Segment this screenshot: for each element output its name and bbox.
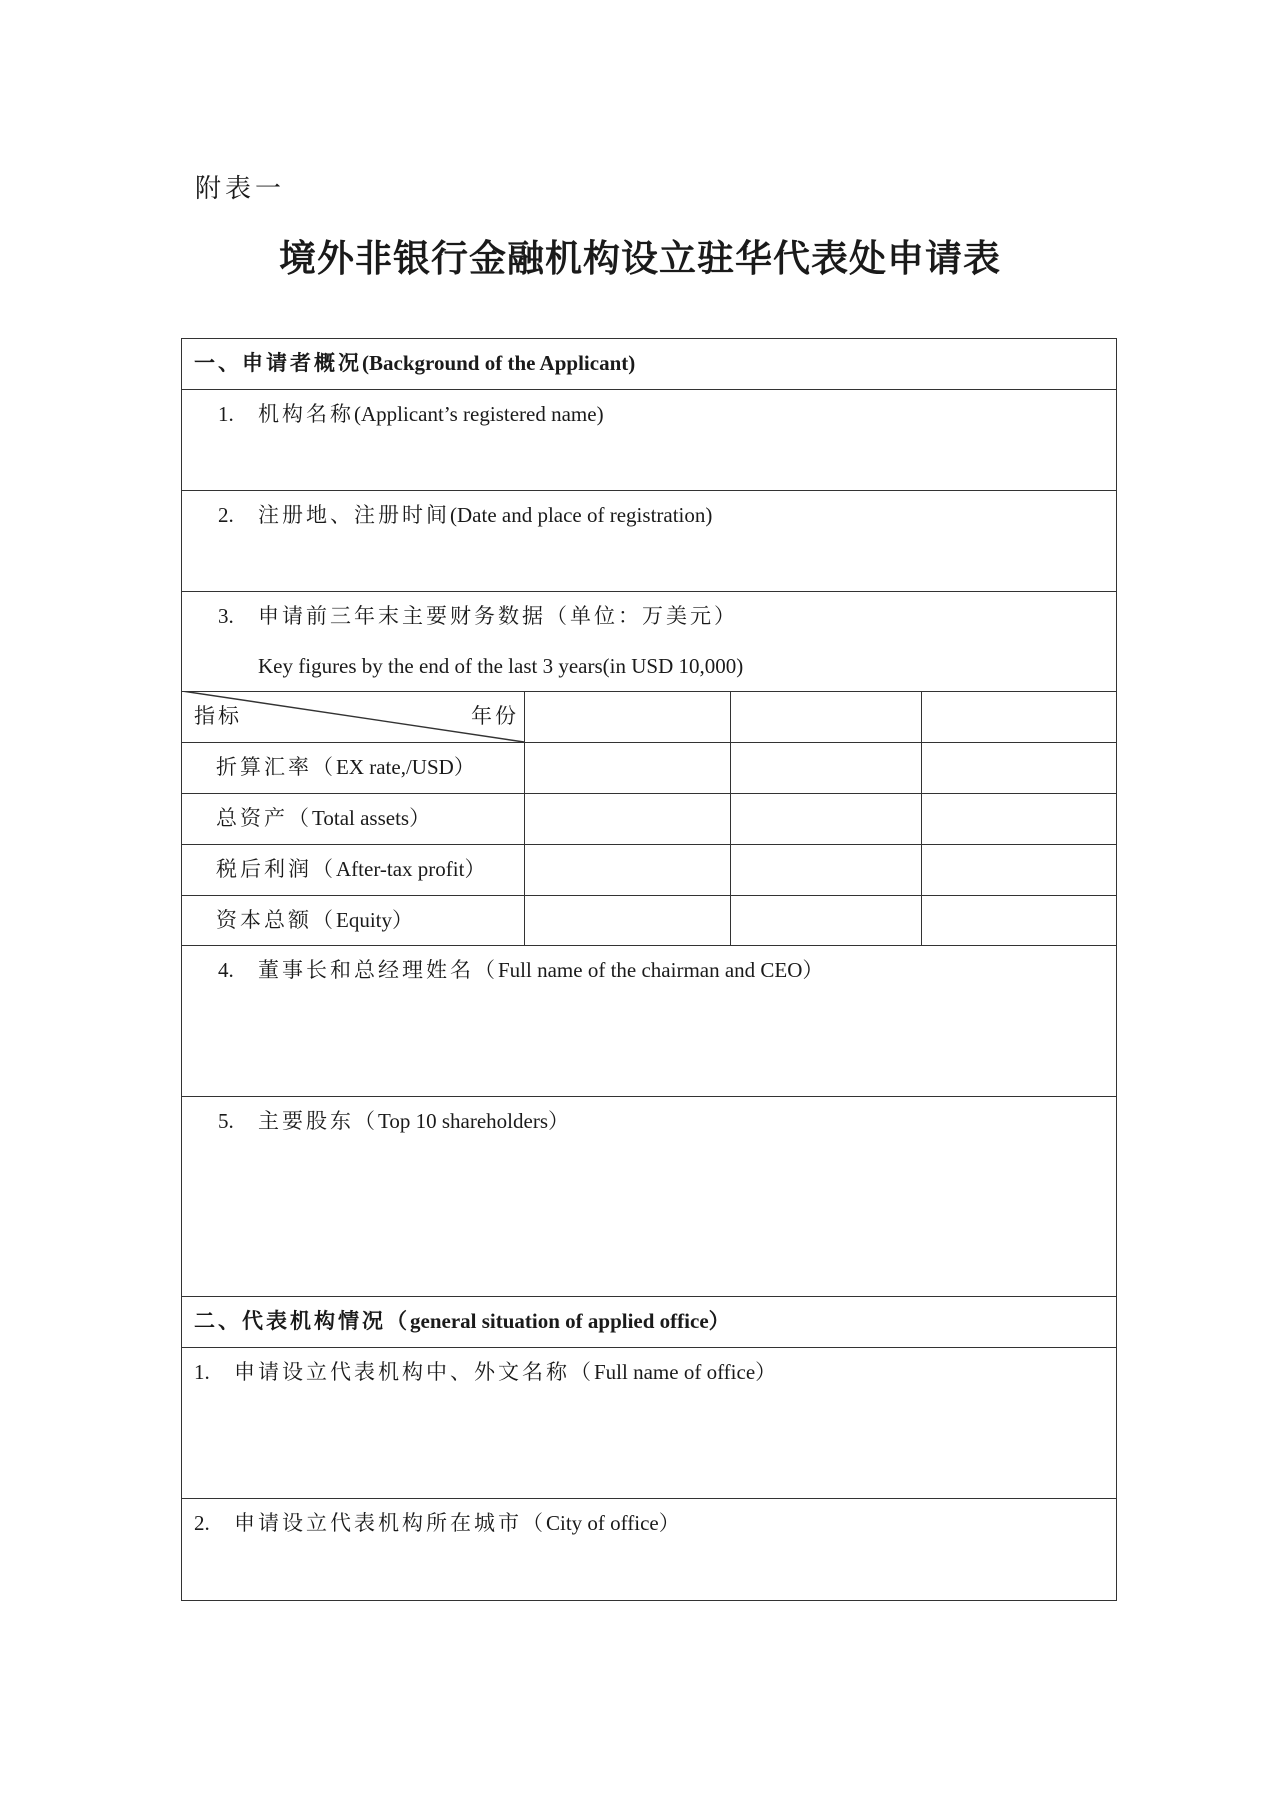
item-label-cn: 机构名称 xyxy=(258,402,354,426)
row-divider xyxy=(182,793,1116,794)
row-after-tax-profit xyxy=(216,859,488,880)
annex-label: 附表一 xyxy=(195,174,286,204)
section1-header-en: (Background of the Applicant) xyxy=(362,351,636,375)
item-number: 1. xyxy=(218,402,234,426)
item-number: 3. xyxy=(218,604,234,628)
item-registration xyxy=(218,505,712,526)
row-divider xyxy=(182,1347,1116,1348)
item-label-cn: 申请设立代表机构中、外文名称（ xyxy=(234,1360,594,1384)
item-office-city xyxy=(194,1513,683,1534)
section1-header xyxy=(194,353,635,374)
item-key-figures-en: Key figures by the end of the last 3 years(in USD 10,000) xyxy=(258,654,744,678)
row-label-en: After-tax profit xyxy=(336,857,465,881)
item-label-cn: 董事长和总经理姓名（ xyxy=(258,958,498,982)
item-label-close: ） xyxy=(658,1511,683,1535)
corner-indicator-label: 指标 xyxy=(194,704,242,728)
item-label-en: Full name of office xyxy=(594,1360,756,1384)
item-chairman-ceo xyxy=(218,960,826,981)
item-label-cn: 申请设立代表机构所在城市（ xyxy=(234,1511,546,1535)
row-divider xyxy=(182,389,1116,390)
row-ex-rate xyxy=(216,757,478,778)
row-label-cn: 税后利润（ xyxy=(216,857,336,881)
row-label-cn: 总资产（ xyxy=(216,806,312,830)
row-divider xyxy=(182,844,1116,845)
row-label-cn: 资本总额（ xyxy=(216,908,336,932)
item-number: 4. xyxy=(218,958,234,982)
item-label-en: City of office xyxy=(546,1511,659,1535)
item-label-close: ） xyxy=(548,1109,572,1133)
row-divider xyxy=(182,1296,1116,1297)
item-shareholders xyxy=(218,1111,572,1132)
section2-header-en: general situation of applied office xyxy=(410,1309,709,1333)
item-number: 2. xyxy=(194,1511,210,1535)
section1-header-cn: 一、申请者概况 xyxy=(194,351,362,375)
column-divider xyxy=(730,691,731,945)
item-office-name xyxy=(194,1362,779,1383)
row-divider xyxy=(182,1096,1116,1097)
row-divider xyxy=(182,591,1116,592)
row-equity xyxy=(216,910,416,931)
item-label-en: (Date and place of registration) xyxy=(450,503,713,527)
item-label-cn: 申请前三年末主要财务数据（单位：万美元） xyxy=(258,604,738,628)
column-divider xyxy=(921,691,922,945)
item-label-en: Full name of the chairman and CEO xyxy=(498,958,803,982)
item-key-figures xyxy=(218,606,738,627)
item-label-cn: 主要股东（ xyxy=(258,1109,378,1133)
row-total-assets xyxy=(216,808,433,829)
item-label-close: ） xyxy=(802,958,827,982)
row-divider xyxy=(182,895,1116,896)
row-divider xyxy=(182,490,1116,491)
item-applicant-name xyxy=(218,404,604,425)
section2-header-cn: 二、代表机构情况（ xyxy=(194,1309,410,1333)
item-number: 2. xyxy=(218,503,234,527)
row-label-close: ） xyxy=(409,806,434,830)
row-label-close: ） xyxy=(453,755,478,779)
row-divider xyxy=(182,1498,1116,1499)
item-label-en: Top 10 shareholders xyxy=(378,1109,548,1133)
row-label-en: EX rate,/USD xyxy=(336,755,454,779)
row-divider xyxy=(182,945,1116,946)
corner-year-label: 年份 xyxy=(471,704,519,728)
row-label-cn: 折算汇率（ xyxy=(216,755,336,779)
row-label-close: ） xyxy=(392,908,416,932)
item-number: 5. xyxy=(218,1109,234,1133)
section2-header-close: ） xyxy=(708,1309,733,1333)
row-label-en: Total assets xyxy=(312,806,410,830)
item-label-close: ） xyxy=(755,1360,780,1384)
form-title: 境外非银行金融机构设立驻华代表处申请表 xyxy=(279,237,1001,280)
row-label-en: Equity xyxy=(336,908,392,932)
section2-header xyxy=(194,1311,733,1332)
application-form xyxy=(181,338,1117,1601)
row-label-close: ） xyxy=(464,857,489,881)
item-label-en: (Applicant’s registered name) xyxy=(354,402,604,426)
item-label-cn: 注册地、注册时间 xyxy=(258,503,450,527)
item-number: 1. xyxy=(194,1360,210,1384)
